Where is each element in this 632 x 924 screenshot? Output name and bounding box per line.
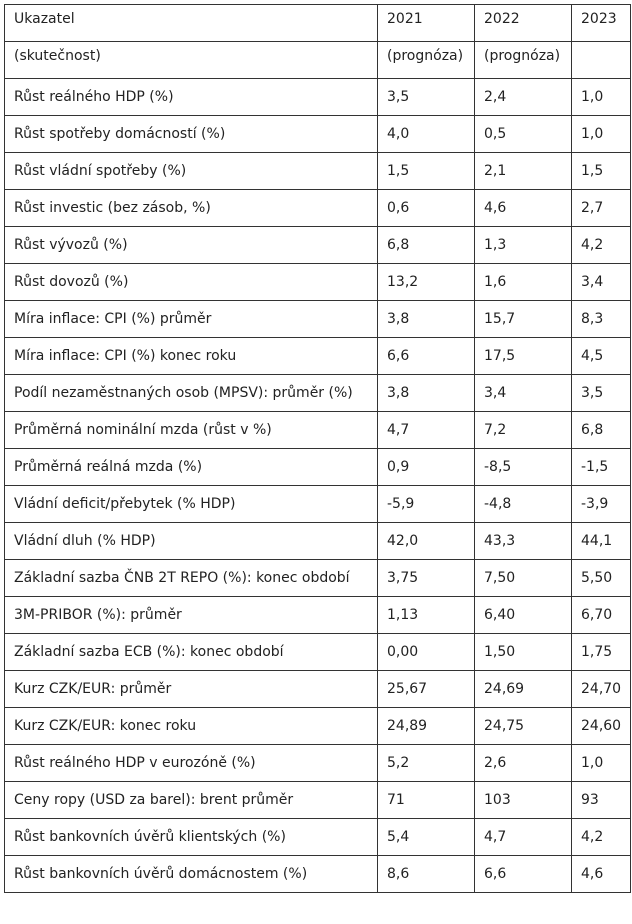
cell-2022: -4,8 <box>475 486 572 523</box>
table-row <box>5 227 631 264</box>
cell-2022: 6,6 <box>475 856 572 893</box>
cell-2022: 1,6 <box>475 264 572 301</box>
table-row <box>5 338 631 375</box>
table-row <box>5 375 631 412</box>
header-indicator: Ukazatel <box>5 5 378 42</box>
cell-2022: 0,5 <box>475 116 572 153</box>
row-label: Růst bankovních úvěrů domácnostem (%) <box>5 856 378 893</box>
cell-2022: 2,1 <box>475 153 572 190</box>
cell-2022: 2,4 <box>475 79 572 116</box>
cell-2023: 3,4 <box>572 264 631 301</box>
cell-2021: 71 <box>378 782 475 819</box>
cell-2022: 17,5 <box>475 338 572 375</box>
table-row <box>5 856 631 893</box>
table-row <box>5 523 631 560</box>
row-label: Růst vládní spotřeby (%) <box>5 153 378 190</box>
cell-2022: 1,3 <box>475 227 572 264</box>
header-row <box>5 5 631 42</box>
table-row <box>5 412 631 449</box>
cell-2023: 6,8 <box>572 412 631 449</box>
cell-2023: 24,60 <box>572 708 631 745</box>
header-year-2022: 2022 <box>475 5 572 42</box>
row-label: Růst vývozů (%) <box>5 227 378 264</box>
cell-2023: 5,50 <box>572 560 631 597</box>
cell-2023: 4,5 <box>572 338 631 375</box>
cell-2023: 2,7 <box>572 190 631 227</box>
cell-2022: 4,6 <box>475 190 572 227</box>
header-year-2021: 2021 <box>378 5 475 42</box>
cell-2023: 1,5 <box>572 153 631 190</box>
cell-2021: 25,67 <box>378 671 475 708</box>
row-label: Podíl nezaměstnaných osob (MPSV): průměr (%) <box>5 375 378 412</box>
table-row <box>5 671 631 708</box>
row-label: Průměrná reálná mzda (%) <box>5 449 378 486</box>
row-label: Míra inflace: CPI (%) konec roku <box>5 338 378 375</box>
cell-2021: -5,9 <box>378 486 475 523</box>
cell-2022: 1,50 <box>475 634 572 671</box>
cell-2023: 1,0 <box>572 79 631 116</box>
cell-2023: 24,70 <box>572 671 631 708</box>
table-row <box>5 819 631 856</box>
row-label: Růst spotřeby domácností (%) <box>5 116 378 153</box>
table-row <box>5 745 631 782</box>
cell-2022: 15,7 <box>475 301 572 338</box>
row-label: Vládní deficit/přebytek (% HDP) <box>5 486 378 523</box>
cell-2021: 1,5 <box>378 153 475 190</box>
row-label: Růst investic (bez zásob, %) <box>5 190 378 227</box>
cell-2021: 3,8 <box>378 301 475 338</box>
cell-2021: 42,0 <box>378 523 475 560</box>
cell-2021: 0,6 <box>378 190 475 227</box>
cell-2023: 93 <box>572 782 631 819</box>
cell-2022: 103 <box>475 782 572 819</box>
table-row <box>5 116 631 153</box>
row-label: Růst dovozů (%) <box>5 264 378 301</box>
cell-2022: 24,75 <box>475 708 572 745</box>
cell-2023: 1,0 <box>572 745 631 782</box>
row-label: Kurz CZK/EUR: konec roku <box>5 708 378 745</box>
table-row <box>5 634 631 671</box>
cell-2021: 8,6 <box>378 856 475 893</box>
table-row <box>5 782 631 819</box>
cell-2021: 24,89 <box>378 708 475 745</box>
cell-2022: 7,2 <box>475 412 572 449</box>
subheader-row <box>5 42 631 79</box>
header-year-2023: 2023 <box>572 5 631 42</box>
cell-2022: 6,40 <box>475 597 572 634</box>
row-label: Růst reálného HDP v eurozóně (%) <box>5 745 378 782</box>
subheader-note: (skutečnost) <box>5 42 378 79</box>
subheader-2023 <box>572 42 631 79</box>
row-label: Průměrná nominální mzda (růst v %) <box>5 412 378 449</box>
row-label: Růst bankovních úvěrů klientských (%) <box>5 819 378 856</box>
table-row <box>5 486 631 523</box>
table-row <box>5 79 631 116</box>
cell-2022: 43,3 <box>475 523 572 560</box>
cell-2023: 1,75 <box>572 634 631 671</box>
table-row <box>5 264 631 301</box>
cell-2023: -3,9 <box>572 486 631 523</box>
row-label: Vládní dluh (% HDP) <box>5 523 378 560</box>
subheader-2021: (prognóza) <box>378 42 475 79</box>
cell-2021: 3,8 <box>378 375 475 412</box>
cell-2023: 4,2 <box>572 227 631 264</box>
cell-2023: 4,2 <box>572 819 631 856</box>
cell-2022: 7,50 <box>475 560 572 597</box>
cell-2022: 3,4 <box>475 375 572 412</box>
row-label: Základní sazba ECB (%): konec období <box>5 634 378 671</box>
forecast-table <box>4 4 631 893</box>
table-row <box>5 153 631 190</box>
cell-2023: 6,70 <box>572 597 631 634</box>
row-label: Kurz CZK/EUR: průměr <box>5 671 378 708</box>
row-label: Míra inflace: CPI (%) průměr <box>5 301 378 338</box>
cell-2022: -8,5 <box>475 449 572 486</box>
cell-2021: 6,8 <box>378 227 475 264</box>
table-row <box>5 597 631 634</box>
cell-2021: 6,6 <box>378 338 475 375</box>
cell-2021: 1,13 <box>378 597 475 634</box>
cell-2021: 5,4 <box>378 819 475 856</box>
cell-2021: 3,5 <box>378 79 475 116</box>
subheader-2022: (prognóza) <box>475 42 572 79</box>
row-label: Základní sazba ČNB 2T REPO (%): konec období <box>5 560 378 597</box>
cell-2021: 0,9 <box>378 449 475 486</box>
table-row <box>5 560 631 597</box>
row-label: Růst reálného HDP (%) <box>5 79 378 116</box>
cell-2023: 8,3 <box>572 301 631 338</box>
cell-2022: 4,7 <box>475 819 572 856</box>
cell-2023: 1,0 <box>572 116 631 153</box>
cell-2022: 2,6 <box>475 745 572 782</box>
cell-2021: 4,7 <box>378 412 475 449</box>
row-label: Ceny ropy (USD za barel): brent průměr <box>5 782 378 819</box>
table-row <box>5 449 631 486</box>
cell-2023: -1,5 <box>572 449 631 486</box>
cell-2021: 0,00 <box>378 634 475 671</box>
table-row <box>5 190 631 227</box>
row-label: 3M-PRIBOR (%): průměr <box>5 597 378 634</box>
cell-2023: 3,5 <box>572 375 631 412</box>
table-row <box>5 708 631 745</box>
cell-2021: 3,75 <box>378 560 475 597</box>
cell-2022: 24,69 <box>475 671 572 708</box>
table-row <box>5 301 631 338</box>
cell-2023: 44,1 <box>572 523 631 560</box>
cell-2021: 13,2 <box>378 264 475 301</box>
cell-2021: 4,0 <box>378 116 475 153</box>
cell-2021: 5,2 <box>378 745 475 782</box>
cell-2023: 4,6 <box>572 856 631 893</box>
